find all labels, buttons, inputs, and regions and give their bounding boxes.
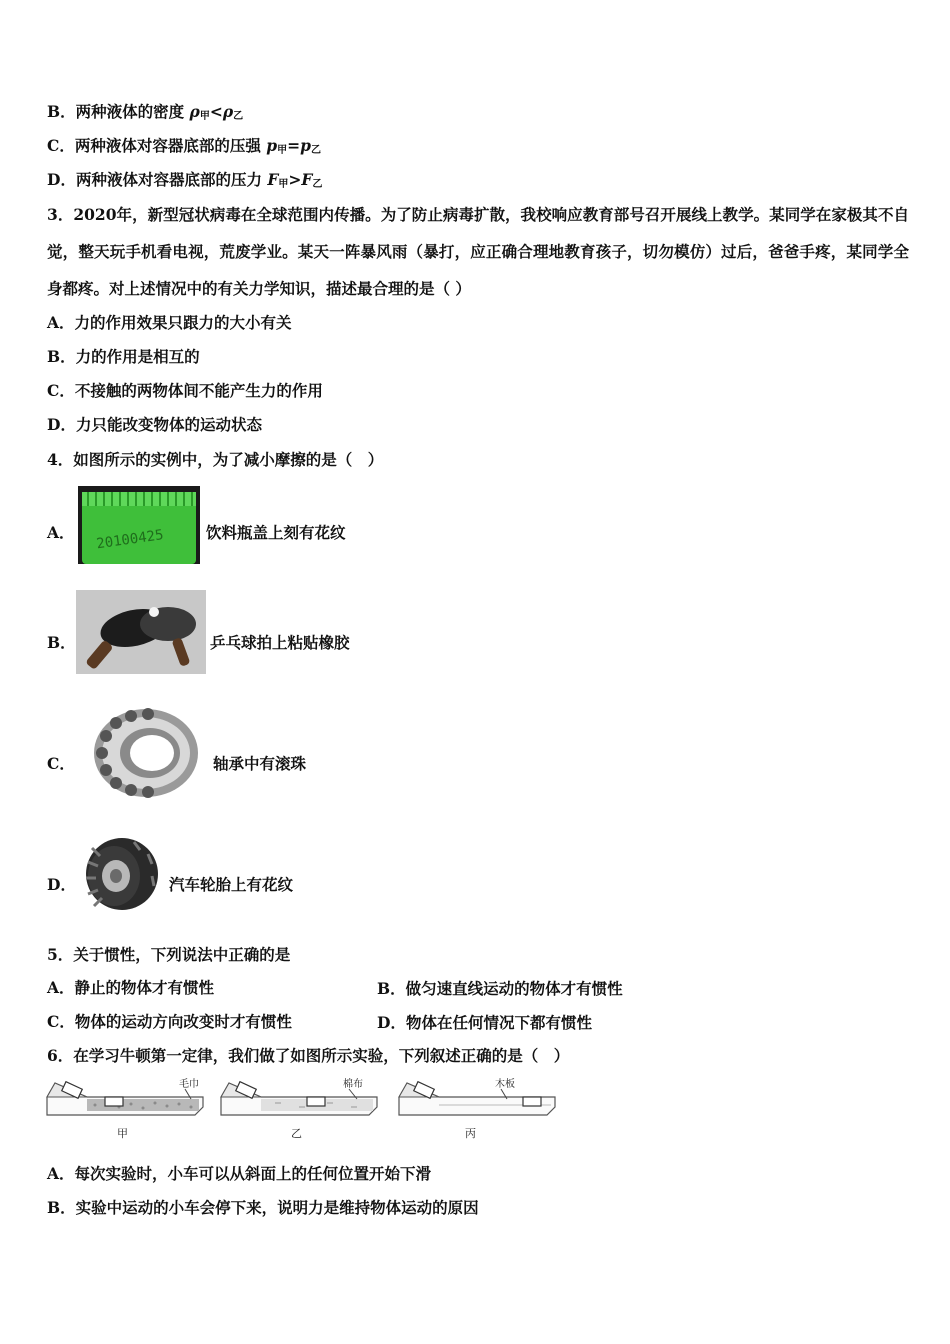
newton-experiment-figure <box>45 1075 557 1143</box>
q5-stem: 5．关于惯性，下列说法中正确的是 <box>47 945 291 964</box>
q6-option-a: A．每次实验时，小车可以从斜面上的任何位置开始下滑 <box>47 1164 432 1183</box>
q4-option-b-text: 乒乓球拍上粘贴橡胶 <box>210 633 350 652</box>
q5-option-b: B．做匀速直线运动的物体才有惯性 <box>377 979 623 998</box>
q4-option-c-text: 轴承中有滚珠 <box>213 754 307 773</box>
q3-stem: 3．2020年，新型冠状病毒在全球范围内传播。为了防止病毒扩散，我校响应教育部号召开展线上教学。某同学在家极其不自觉，整天玩手机看电视，荒废学业。某天一阵暴风雨（暴打，应正确合理地教育孩子，切勿模仿）过后，爸爸手疼，某同学全身都疼。对上述情况中的有关力学知识，描述最合理的是（ ） <box>47 205 909 298</box>
q4-stem: 4．如图所示的实例中，为了减小摩擦的是（ ） <box>47 450 384 469</box>
q4-option-a-label: A． <box>47 523 75 542</box>
q3-option-a: A．力的作用效果只跟力的大小有关 <box>47 313 292 332</box>
q2-option-c: C．两种液体对容器底部的压强 $p_甲=p_乙$ <box>47 136 321 156</box>
fig-caption-bing: 丙 <box>465 1127 476 1140</box>
q5-option-c: C．物体的运动方向改变时才有惯性 <box>47 1012 292 1031</box>
q3-option-c: C．不接触的两物体间不能产生力的作用 <box>47 381 323 400</box>
fig-caption-jia: 甲 <box>117 1127 128 1140</box>
q5-option-d: D．物体在任何情况下都有惯性 <box>377 1013 592 1032</box>
q2-option-d: D．两种液体对容器底部的压力 $F_甲>F_乙$ <box>47 170 323 190</box>
q4-option-a-text: 饮料瓶盖上刻有花纹 <box>206 523 346 542</box>
fig-label-towel: 毛巾 <box>179 1079 199 1090</box>
fig-label-cotton: 棉布 <box>343 1079 363 1090</box>
q6-stem: 6．在学习牛顿第一定律，我们做了如图所示实验，下列叙述正确的是（ ） <box>47 1046 570 1065</box>
fig-label-wood: 木板 <box>495 1079 515 1090</box>
q4-option-d-label: D． <box>47 875 76 894</box>
q4-option-c-label: C． <box>47 754 75 773</box>
q4-option-b-label: B． <box>47 633 76 652</box>
q4-option-d-text: 汽车轮胎上有花纹 <box>169 875 294 894</box>
q2-option-b: B．两种液体的密度 $\rho_甲<\rho_乙$ <box>47 102 244 122</box>
bottle-cap-print: 20100425 <box>95 527 165 553</box>
tire-image <box>78 836 160 912</box>
fig-caption-yi: 乙 <box>291 1127 302 1140</box>
q3-option-b: B．力的作用是相互的 <box>47 347 200 366</box>
ping-pong-paddle-image <box>76 590 206 674</box>
bearing-image <box>76 706 204 800</box>
q3-option-d: D．力只能改变物体的运动状态 <box>47 415 262 434</box>
q6-option-b: B．实验中运动的小车会停下来，说明力是维持物体运动的原因 <box>47 1198 479 1217</box>
q5-option-a: A．静止的物体才有惯性 <box>47 978 215 997</box>
bottle-cap-image <box>78 486 200 564</box>
